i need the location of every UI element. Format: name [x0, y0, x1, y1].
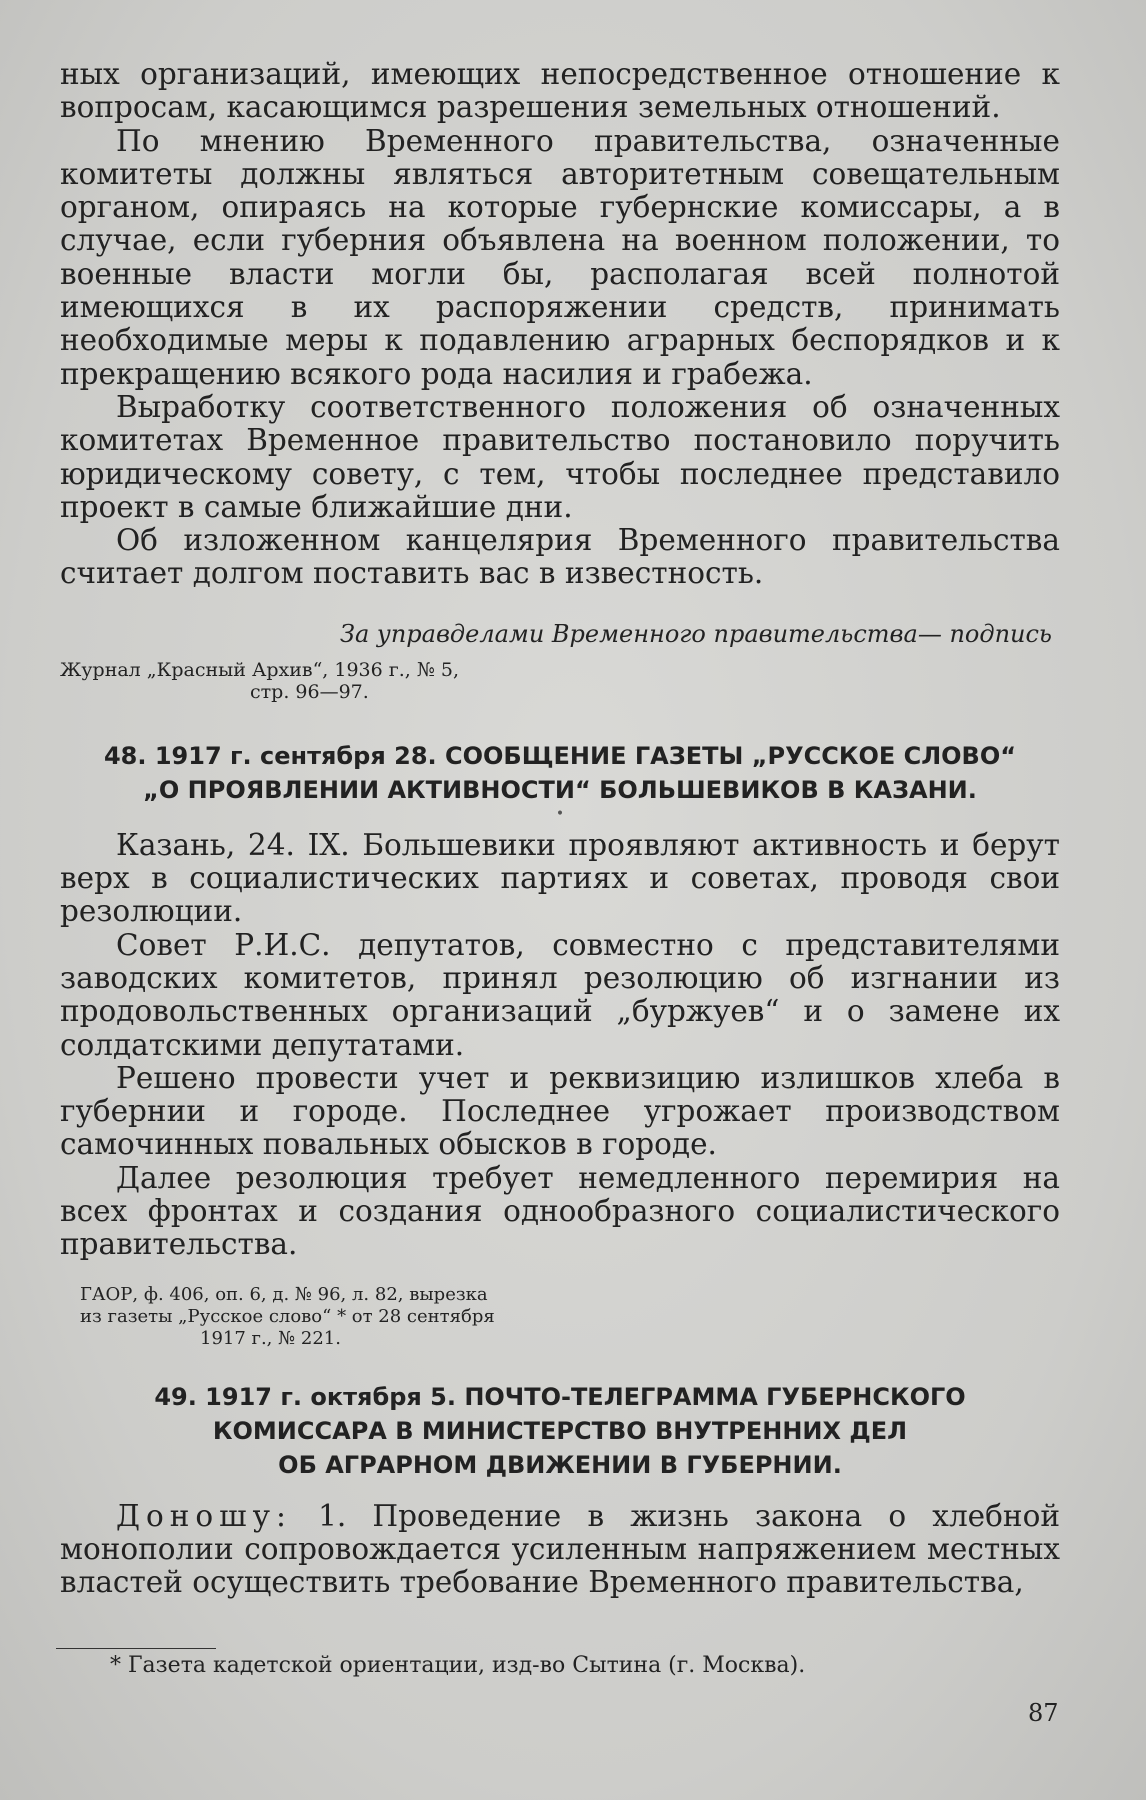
source-line: ГАОР, ф. 406, оп. 6, д. № 96, л. 82, вырезка: [80, 1283, 488, 1305]
paragraph: Об изложенном канцелярия Временного правительства считает долгом поставить вас в известность.: [60, 523, 1060, 591]
source-citation: [80, 1284, 1060, 1350]
document-heading: ОБ АГРАРНОМ ДВИЖЕНИИ В ГУБЕРНИИ.: [278, 1450, 842, 1479]
document-heading: „О ПРОЯВЛЕНИИ АКТИВНОСТИ“ БОЛЬШЕВИКОВ В КАЗАНИ.: [143, 775, 977, 804]
source-line: 1917 г., № 221.: [200, 1327, 341, 1349]
paragraph: Далее резолюция требует немедленного перемирия на всех фронтах и создания однообразного социалистического правительства.: [60, 1160, 1060, 1262]
footnote-rule: [56, 1648, 216, 1649]
source-citation: [60, 659, 1060, 703]
document-heading: 48. 1917 г. сентября 28. СООБЩЕНИЕ ГАЗЕТЫ „РУССКОЕ СЛОВО“: [103, 741, 1017, 770]
footnote: * Газета кадетской ориентации, изд-во Сытина (г. Москва).: [110, 1653, 806, 1678]
signature: За управделами Временного правительства— подпись: [340, 619, 1052, 648]
paragraph: ных организаций, имеющих непосредственное отношение к вопросам, касающимся разрешения земельных отношений.: [60, 57, 1060, 125]
paragraph: Решено провести учет и реквизицию излишков хлеба в губернии и городе. Последнее угрожает производством самочинных повальных обысков в городе.: [60, 1060, 1060, 1162]
source-line: Журнал „Красный Архив“, 1936 г., № 5,: [60, 658, 459, 681]
ornament-dot: •: [555, 805, 565, 822]
text-column: [60, 58, 1060, 1600]
paragraph: Совет Р.И.С. депутатов, совместно с представителями заводских комитетов, принял резолюцию об изгнании из продовольственных организаций „буржуев“ и о замене их солдатскими депутатами.: [60, 927, 1060, 1062]
page-number: 87: [1028, 1699, 1059, 1727]
source-line: стр. 96—97.: [250, 680, 369, 703]
lead-word: Доношу:: [116, 1498, 292, 1533]
paragraph: [60, 1500, 1060, 1600]
document-heading: КОМИССАРА В МИНИСТЕРСТВО ВНУТРЕННИХ ДЕЛ: [212, 1416, 908, 1445]
paragraph: По мнению Временного правительства, означенные комитеты должны являться авторитетным совещательным органом, опираясь на которые губернские комиссары, а в случае, если губерния объявлена на военном положении, то военные власти могли бы, располагая всей полнотой имеющихся в их распоряжении средств, принимать необходимые меры к подавлению аграрных беспорядков и к прекращению всякого рода насилия и грабежа.: [60, 123, 1060, 391]
paragraph: Выработку соответственного положения об означенных комитетах Временное правительство постановило поручить юридическому совету, с тем, чтобы последнее представило проект в самые ближайшие дни.: [60, 389, 1060, 524]
paragraph: Казань, 24. IX. Большевики проявляют активность и берут верх в социалистических партиях и советах, проводя свои резолюции.: [60, 827, 1060, 929]
paragraph-text: 1. Проведение в жизнь закона о хлебной монополии сопровождается усиленным напряжением местных властей осуществить требование Временного правительства,: [60, 1498, 1060, 1600]
source-line: из газеты „Русское слово“ * от 28 сентября: [80, 1305, 495, 1327]
document-heading: 49. 1917 г. октября 5. ПОЧТО-ТЕЛЕГРАММА ГУБЕРНСКОГО: [154, 1382, 966, 1411]
